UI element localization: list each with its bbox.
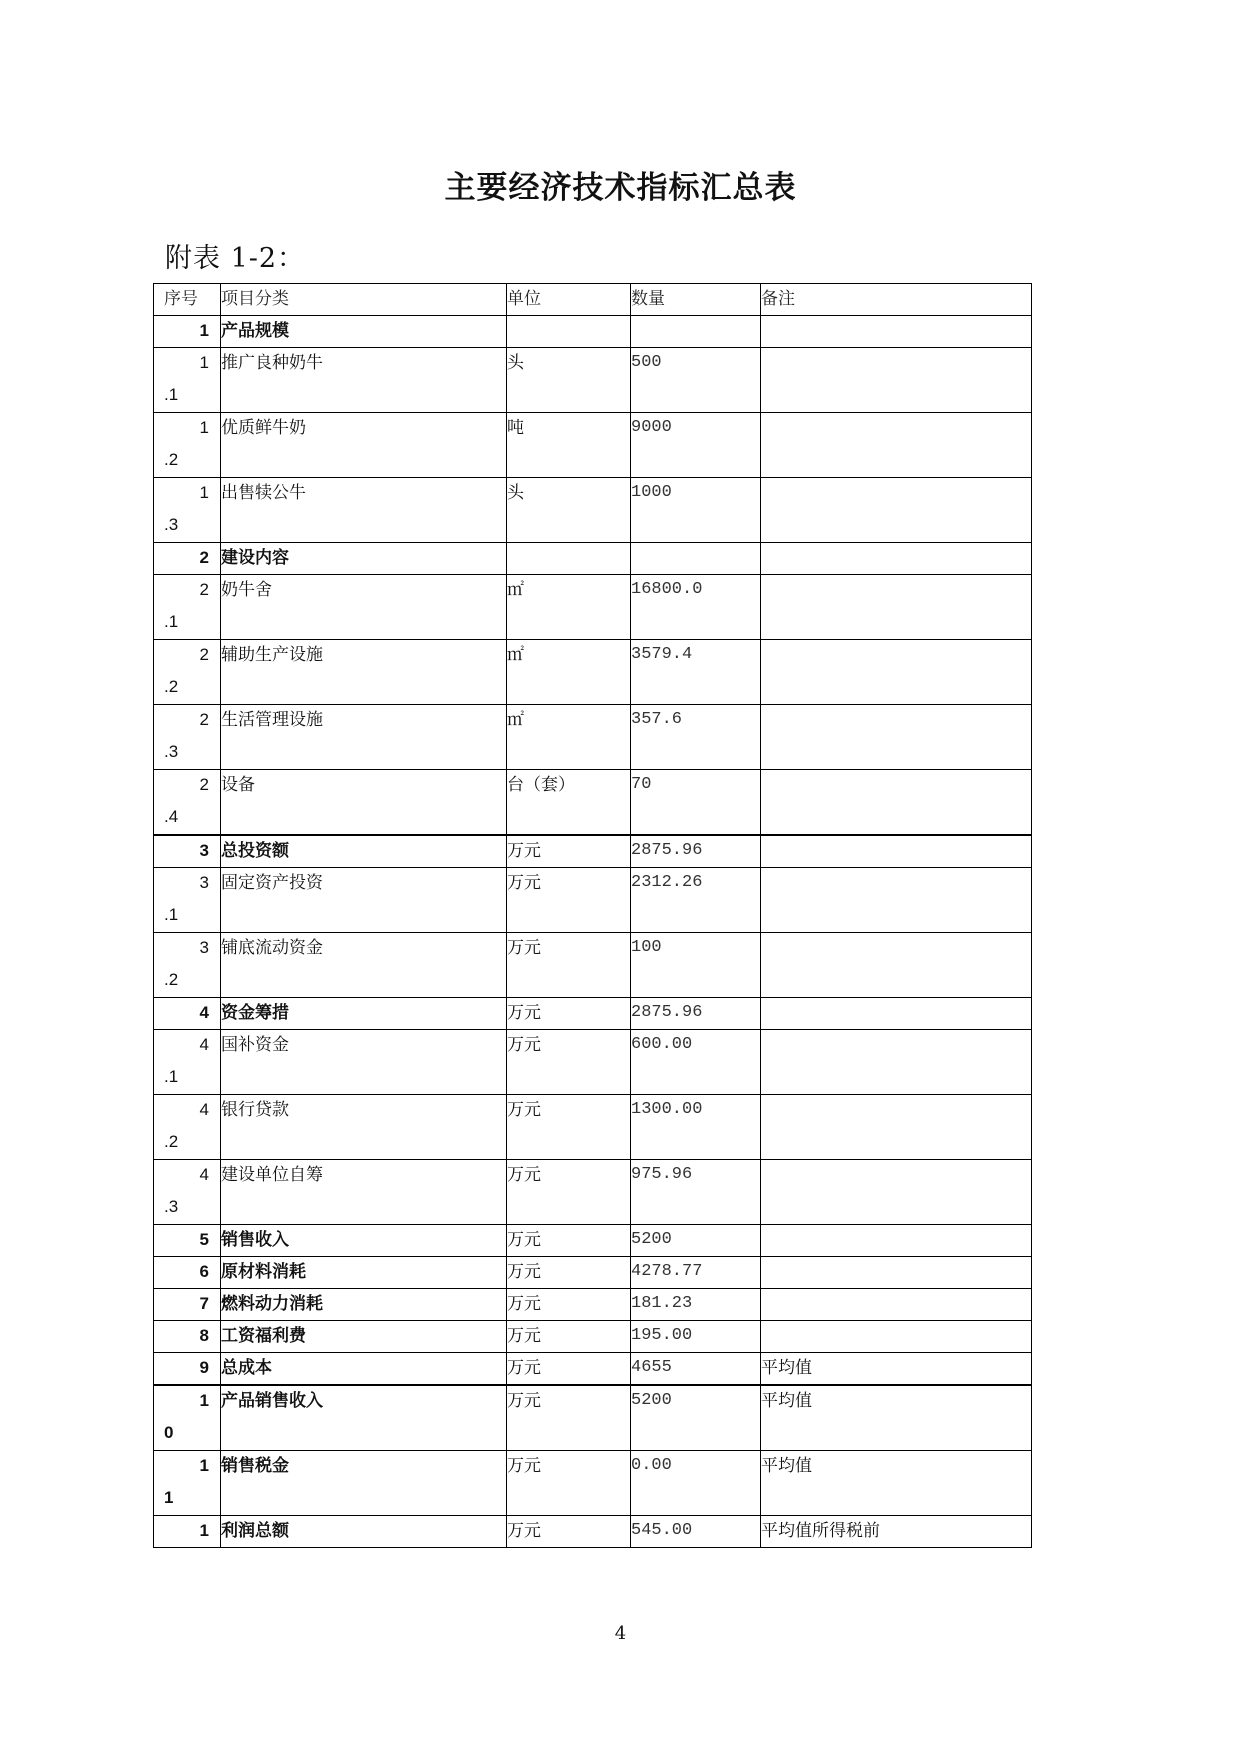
row-unit: 台（套） <box>507 770 631 836</box>
row-unit <box>507 543 631 575</box>
table-row <box>154 1321 1032 1353</box>
row-qty: 2312.26 <box>631 868 761 933</box>
row-unit: 万元 <box>507 998 631 1030</box>
row-unit: 万元 <box>507 835 631 868</box>
row-qty: 70 <box>631 770 761 836</box>
row-qty: 975.96 <box>631 1160 761 1225</box>
row-unit: 万元 <box>507 1451 631 1516</box>
row-name: 固定资产投资 <box>221 868 507 933</box>
row-name: 销售税金 <box>221 1451 507 1516</box>
row-qty: 2875.96 <box>631 998 761 1030</box>
row-unit <box>507 316 631 348</box>
row-seq: 1 1 <box>154 1451 221 1516</box>
row-note <box>761 1257 1032 1289</box>
header-name: 项目分类 <box>221 284 507 316</box>
row-unit: 万元 <box>507 1516 631 1548</box>
header-seq: 序号 <box>154 284 221 316</box>
row-note <box>761 998 1032 1030</box>
row-qty: 545.00 <box>631 1516 761 1548</box>
row-seq: 3 .2 <box>154 933 221 998</box>
row-unit: 万元 <box>507 1160 631 1225</box>
row-seq: 1 .1 <box>154 348 221 413</box>
row-qty: 100 <box>631 933 761 998</box>
row-qty: 4655 <box>631 1353 761 1386</box>
row-seq: 1 .2 <box>154 413 221 478</box>
table-row <box>154 413 1032 478</box>
row-qty: 4278.77 <box>631 1257 761 1289</box>
row-name: 产品销售收入 <box>221 1385 507 1451</box>
row-seq: 3 <box>154 835 221 868</box>
row-seq: 2 .1 <box>154 575 221 640</box>
row-seq: 1 <box>154 316 221 348</box>
row-name: 资金筹措 <box>221 998 507 1030</box>
row-seq: 2 .4 <box>154 770 221 836</box>
row-qty: 600.00 <box>631 1030 761 1095</box>
row-name: 利润总额 <box>221 1516 507 1548</box>
row-name: 燃料动力消耗 <box>221 1289 507 1321</box>
row-name: 设备 <box>221 770 507 836</box>
row-seq: 1 .3 <box>154 478 221 543</box>
row-name: 国补资金 <box>221 1030 507 1095</box>
row-note <box>761 933 1032 998</box>
row-note <box>761 413 1032 478</box>
row-note <box>761 1095 1032 1160</box>
row-unit: 万元 <box>507 1385 631 1451</box>
table-row <box>154 316 1032 348</box>
row-unit: ㎡ <box>507 575 631 640</box>
row-unit: 万元 <box>507 1030 631 1095</box>
row-unit: 万元 <box>507 1289 631 1321</box>
row-name: 生活管理设施 <box>221 705 507 770</box>
row-note <box>761 348 1032 413</box>
row-name: 辅助生产设施 <box>221 640 507 705</box>
table-row <box>154 770 1032 836</box>
row-note <box>761 835 1032 868</box>
row-name: 优质鲜牛奶 <box>221 413 507 478</box>
table-caption: 附表 1-2： <box>165 243 306 274</box>
table-header-row <box>154 284 1032 316</box>
row-unit: 万元 <box>507 1257 631 1289</box>
row-note <box>761 868 1032 933</box>
row-unit: 万元 <box>507 933 631 998</box>
row-note: 平均值 <box>761 1385 1032 1451</box>
row-note <box>761 1289 1032 1321</box>
row-note: 平均值 <box>761 1451 1032 1516</box>
row-name: 工资福利费 <box>221 1321 507 1353</box>
row-note: 平均值所得税前 <box>761 1516 1032 1548</box>
row-name: 出售犊公牛 <box>221 478 507 543</box>
row-seq: 4 .3 <box>154 1160 221 1225</box>
table-row <box>154 835 1032 868</box>
row-seq: 5 <box>154 1225 221 1257</box>
table-row <box>154 868 1032 933</box>
row-unit: 万元 <box>507 1353 631 1386</box>
row-note <box>761 1321 1032 1353</box>
row-qty: 195.00 <box>631 1321 761 1353</box>
row-name: 奶牛舍 <box>221 575 507 640</box>
row-note <box>761 705 1032 770</box>
table-row <box>154 348 1032 413</box>
row-name: 原材料消耗 <box>221 1257 507 1289</box>
row-name: 推广良种奶牛 <box>221 348 507 413</box>
table-row <box>154 1451 1032 1516</box>
row-qty: 181.23 <box>631 1289 761 1321</box>
row-name: 总成本 <box>221 1353 507 1386</box>
row-note <box>761 1160 1032 1225</box>
indicator-summary-table <box>153 283 1032 1548</box>
row-qty: 500 <box>631 348 761 413</box>
row-note <box>761 316 1032 348</box>
document-title: 主要经济技术指标汇总表 <box>444 170 797 206</box>
row-name: 银行贷款 <box>221 1095 507 1160</box>
row-seq: 4 .2 <box>154 1095 221 1160</box>
row-note <box>761 640 1032 705</box>
row-note: 平均值 <box>761 1353 1032 1386</box>
row-unit: ㎡ <box>507 705 631 770</box>
table-row <box>154 1095 1032 1160</box>
row-seq: 4 .1 <box>154 1030 221 1095</box>
table-row <box>154 1353 1032 1386</box>
row-name: 销售收入 <box>221 1225 507 1257</box>
header-note: 备注 <box>761 284 1032 316</box>
row-seq: 3 .1 <box>154 868 221 933</box>
row-qty: 16800.0 <box>631 575 761 640</box>
row-note <box>761 770 1032 836</box>
table-row <box>154 575 1032 640</box>
row-qty: 9000 <box>631 413 761 478</box>
row-unit: 头 <box>507 478 631 543</box>
header-unit: 单位 <box>507 284 631 316</box>
table-row <box>154 543 1032 575</box>
row-qty <box>631 543 761 575</box>
row-seq: 2 <box>154 543 221 575</box>
table-row <box>154 640 1032 705</box>
row-name: 总投资额 <box>221 835 507 868</box>
table-row <box>154 705 1032 770</box>
row-name: 建设单位自筹 <box>221 1160 507 1225</box>
row-unit: 万元 <box>507 1225 631 1257</box>
row-qty: 5200 <box>631 1385 761 1451</box>
table-row <box>154 1289 1032 1321</box>
row-name: 建设内容 <box>221 543 507 575</box>
page-number: 4 <box>614 1623 627 1644</box>
row-seq: 2 .3 <box>154 705 221 770</box>
row-unit: 头 <box>507 348 631 413</box>
row-qty: 5200 <box>631 1225 761 1257</box>
row-seq: 9 <box>154 1353 221 1386</box>
row-note <box>761 575 1032 640</box>
row-qty: 0.00 <box>631 1451 761 1516</box>
row-seq: 2 .2 <box>154 640 221 705</box>
table-row <box>154 1030 1032 1095</box>
row-name: 产品规模 <box>221 316 507 348</box>
row-note <box>761 1030 1032 1095</box>
row-unit: 万元 <box>507 1095 631 1160</box>
row-seq: 4 <box>154 998 221 1030</box>
table-row <box>154 1225 1032 1257</box>
row-note <box>761 543 1032 575</box>
row-seq: 1 0 <box>154 1385 221 1451</box>
row-note <box>761 478 1032 543</box>
row-note <box>761 1225 1032 1257</box>
table-row <box>154 933 1032 998</box>
table-row <box>154 1160 1032 1225</box>
row-seq: 1 <box>154 1516 221 1548</box>
table-row <box>154 1257 1032 1289</box>
row-qty <box>631 316 761 348</box>
table-row <box>154 478 1032 543</box>
row-unit: 万元 <box>507 868 631 933</box>
row-qty: 357.6 <box>631 705 761 770</box>
table-row <box>154 1385 1032 1451</box>
table-row <box>154 998 1032 1030</box>
row-unit: 吨 <box>507 413 631 478</box>
row-seq: 6 <box>154 1257 221 1289</box>
row-unit: ㎡ <box>507 640 631 705</box>
row-qty: 1300.00 <box>631 1095 761 1160</box>
row-seq: 7 <box>154 1289 221 1321</box>
table-row <box>154 1516 1032 1548</box>
row-unit: 万元 <box>507 1321 631 1353</box>
header-qty: 数量 <box>631 284 761 316</box>
row-qty: 1000 <box>631 478 761 543</box>
row-qty: 3579.4 <box>631 640 761 705</box>
row-qty: 2875.96 <box>631 835 761 868</box>
row-seq: 8 <box>154 1321 221 1353</box>
row-name: 铺底流动资金 <box>221 933 507 998</box>
